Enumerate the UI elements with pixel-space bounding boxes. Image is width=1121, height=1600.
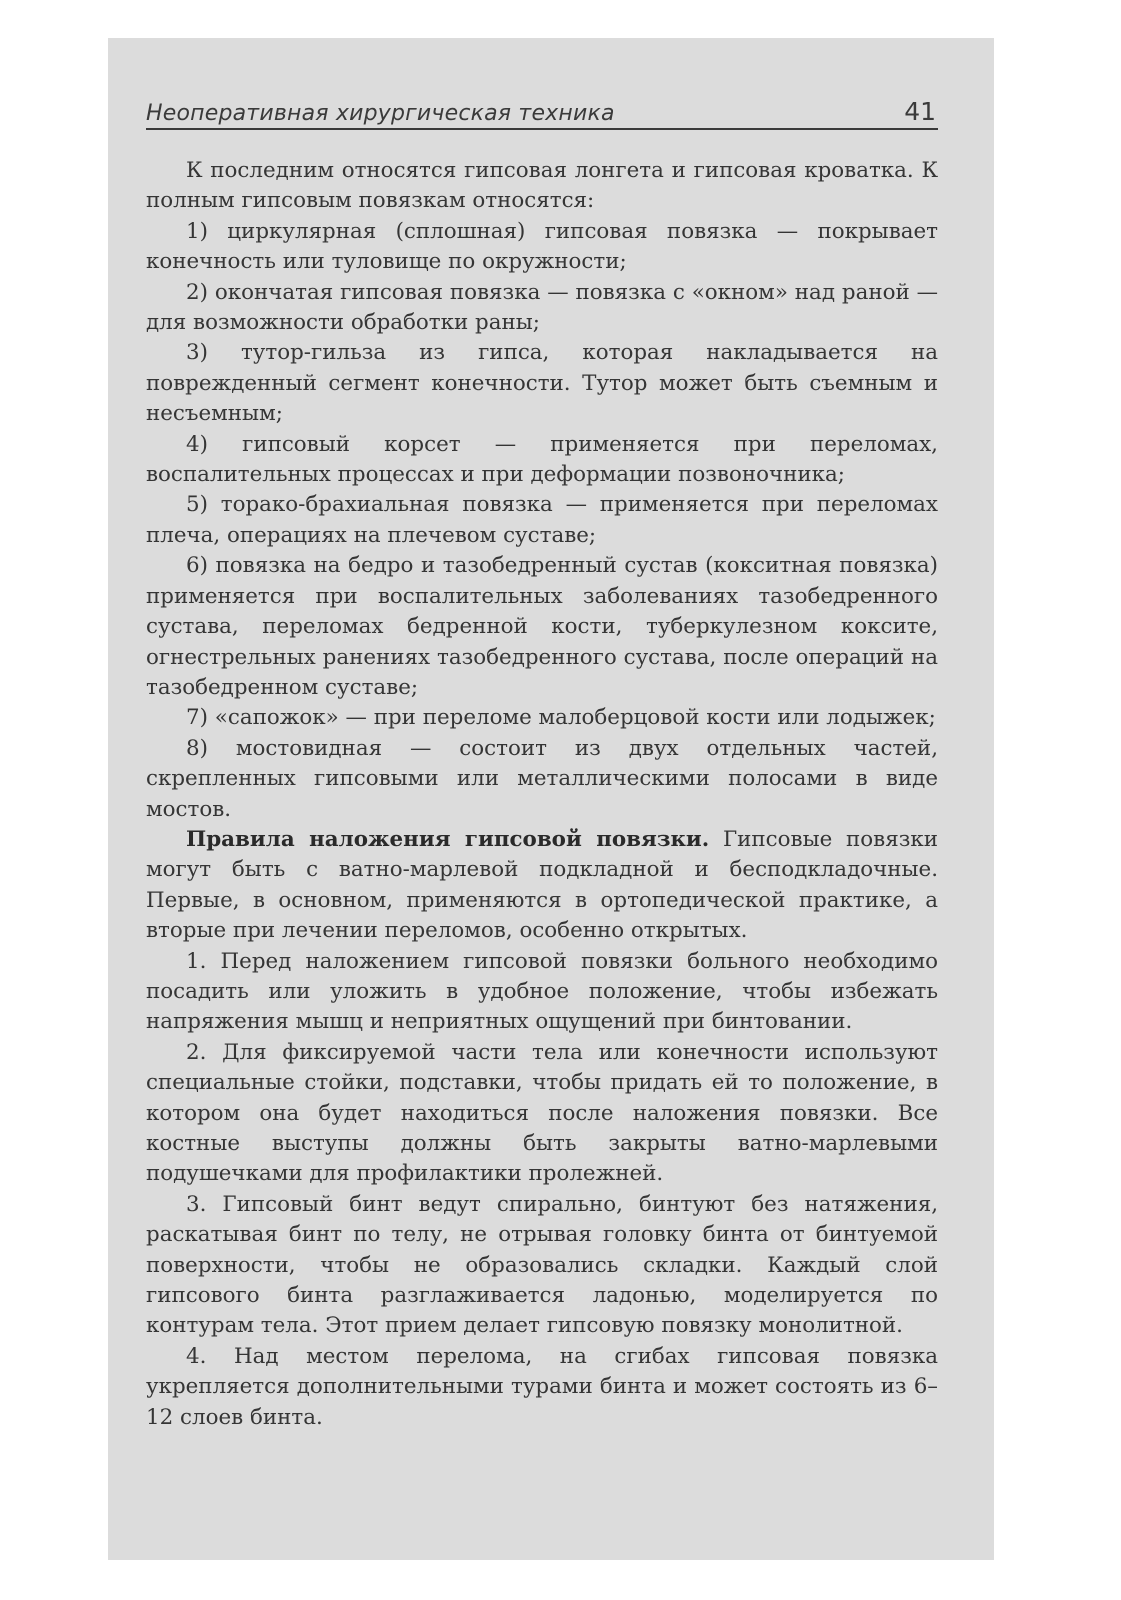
rules-heading: Правила наложения гипсовой повязки. [186,826,710,852]
list-item: 8) мостовидная — состоит из двух отдельных частей, скрепленных гипсовыми или металлическими полосами в виде мостов. [146,735,938,822]
running-title: Неоперативная хирургическая техника [146,101,615,126]
list-item: 6) повязка на бедро и тазобедренный сустав (кокситная повязка) применяется при воспалительных заболеваниях тазобедренного сустава, переломах бедренной кости, туберкулезном коксите, огнестрельных ранениях тазобедренного сустава, после операций на тазобедренном суставе; [146,553,938,700]
rule-item: 4. Над местом перелома, на сгибах гипсовая повязка укрепляется дополнительными турами бинта и может состоять из 6–12 слоев бинта. [146,1343,938,1430]
list-item: 3) тутор-гильза из гипса, которая накладывается на поврежденный сегмент конечности. Тутор может быть съемным и несъемным; [146,340,938,427]
rule-item: 3. Гипсовый бинт ведут спирально, бинтуют без натяжения, раскатывая бинт по телу, не отрывая головку бинта от бинтуемой поверхности, чтобы не образовались складки. Каждый слой гипсового бинта разглаживается ладонью, моделируется по контурам тела. Этот прием делает гипсовую повязку монолитной. [146,1191,938,1339]
running-header [146,90,938,130]
book-page [146,90,938,1433]
list-item: 4) гипсовый корсет — применяется при переломах, воспалительных процессах и при деформации позвоночника; [146,431,938,488]
rules-intro: Гипсовые повязки могут быть с ватно-марлевой подкладной и бесподкладочные. Первые, в основном, применяются в ортопедической практике, а вторые при лечении переломов, особенно открытых. [146,826,938,944]
list-item: 7) «сапожок» — при переломе малоберцовой кости или лодыжек; [186,705,936,731]
page-number: 41 [904,97,936,126]
list-item: 5) торако-брахиальная повязка — применяется при переломах плеча, операциях на плечевом суставе; [146,492,938,548]
list-item: 1) циркулярная (сплошная) гипсовая повязка — покрывает конечность или туловище по окружности; [146,218,938,275]
scanned-page [108,38,994,1560]
rule-item: 2. Для фиксируемой части тела или конечности используют специальные стойки, подставки, чтобы придать ей то положение, в котором она будет находиться после наложения повязки. Все костные выступы должны быть закрыты ватно-марлевыми подушечками для профилактики пролежней. [146,1039,938,1187]
body-text [146,156,938,1433]
rule-item: 1. Перед наложением гипсовой повязки больного необходимо посадить или уложить в удобное положение, чтобы избежать напряжения мышц и неприятных ощущений при бинтовании. [146,948,938,1035]
paragraph: К последним относятся гипсовая лонгета и гипсовая кроватка. К полным гипсовым повязкам относятся: [146,158,938,214]
list-item: 2) окончатая гипсовая повязка — повязка с «окном» над раной — для возможности обработки раны; [146,279,938,336]
rules-paragraph [146,825,938,947]
